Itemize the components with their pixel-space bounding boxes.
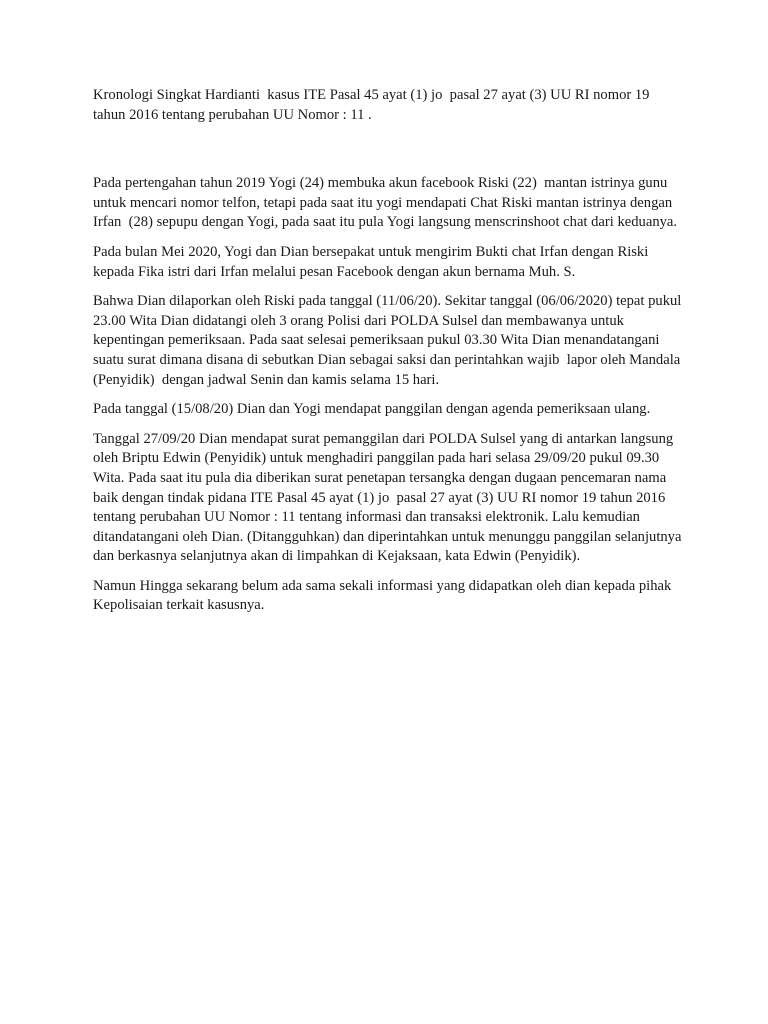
paragraph-5: Tanggal 27/09/20 Dian mendapat surat pemanggilan dari POLDA Sulsel yang di antarkan langsung oleh Briptu Edwin (Penyidik) untuk menghadiri panggilan pada hari selasa 29/09/20 pukul 09.30 Wita. Pada saat itu pula dia diberikan surat penetapan tersangka dengan dugaan pencemaran nama baik dengan tindak pidana ITE Pasal 45 ayat (1) jo pasal 27 ayat (3) UU RI nomor 19 tahun 2016 tentang perubahan UU Nomor : 11 tentang informasi dan transaksi elektronik. Lalu kemudian ditandatangani oleh Dian. (Ditangguhkan) dan diperintahkan untuk menunggu panggilan selanjutnya dan berkasnya selanjutnya akan di limpahkan di Kejaksaan, kata Edwin (Penyidik).: [93, 430, 686, 565]
paragraph-2: Pada bulan Mei 2020, Yogi dan Dian bersepakat untuk mengirim Bukti chat Irfan dengan Riski kepada Fika istri dari Irfan melalui pesan Facebook dengan akun bernama Muh. S.: [93, 243, 652, 280]
document-title: Kronologi Singkat Hardianti kasus ITE Pasal 45 ayat (1) jo pasal 27 ayat (3) UU RI nomor 19 tahun 2016 tentang perubahan UU Nomor : 11 .: [93, 87, 654, 123]
paragraph-4: Pada tanggal (15/08/20) Dian dan Yogi mendapat panggilan dengan agenda pemeriksaan ulang.: [93, 401, 651, 418]
document-body: [93, 86, 686, 626]
paragraph-3: Bahwa Dian dilaporkan oleh Riski pada tanggal (11/06/20). Sekitar tanggal (06/06/2020) tepat pukul 23.00 Wita Dian didatangi oleh 3 orang Polisi dari POLDA Sulsel dan membawanya untuk kepentingan pemeriksaan. Pada saat selesai pemeriksaan pukul 03.30 Wita Dian menandatangani suatu surat dimana disana di sebutkan Dian sebagai saksi dan perintahkan wajib lapor oleh Mandala (Penyidik) dengan jadwal Senin dan kamis selama 15 hari.: [93, 293, 686, 388]
paragraph-1: Pada pertengahan tahun 2019 Yogi (24) membuka akun facebook Riski (22) mantan istrinya gunu untuk mencari nomor telfon, tetapi pada saat itu yogi mendapati Chat Riski mantan istrinya dengan Irfan (28) sepupu dengan Yogi, pada saat itu pula Yogi langsung menscrinshoot chat dari keduanya.: [93, 175, 678, 231]
paragraph-6: Namun Hingga sekarang belum ada sama sekali informasi yang didapatkan oleh dian kepada pihak Kepolisaian terkait kasusnya.: [93, 577, 675, 614]
